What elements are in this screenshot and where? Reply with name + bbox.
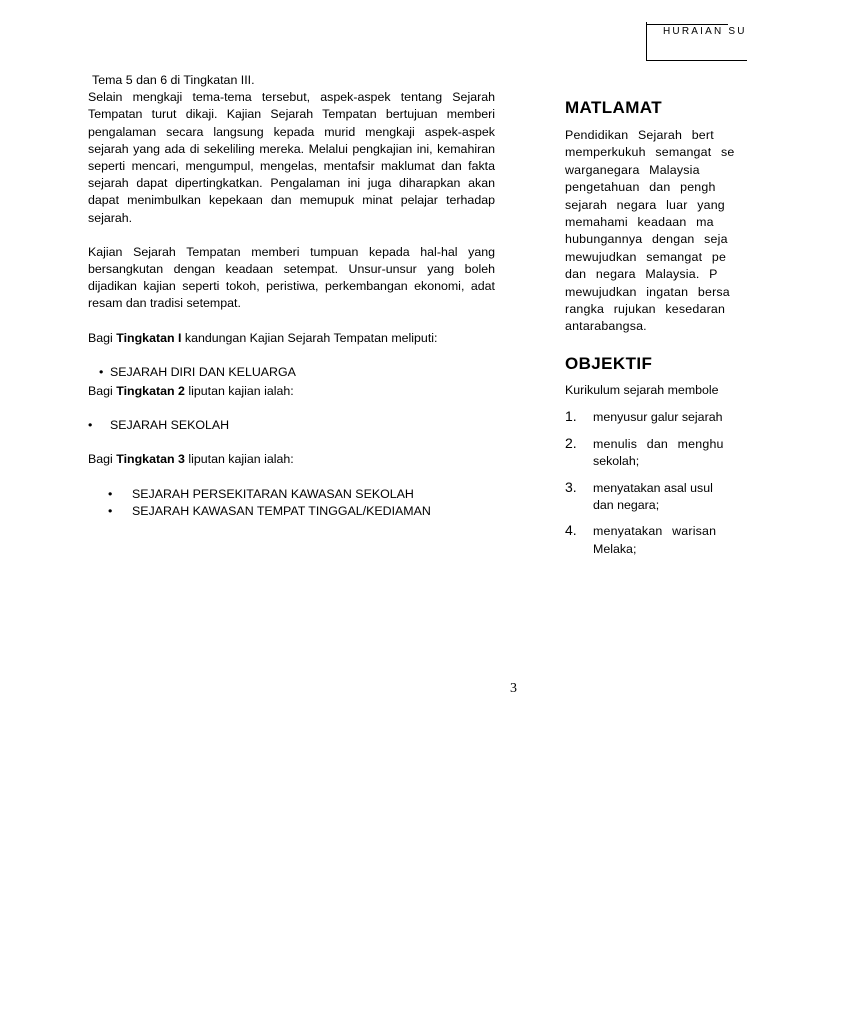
intro-line: Tempatan turut dikaji. Kajian Sejarah Tempatan bertujuan memberi <box>88 107 495 122</box>
tingkatan-2-heading <box>88 383 495 400</box>
heading-prefix: Bagi <box>88 452 117 467</box>
item-number: 2. <box>565 434 577 451</box>
header-title: HURAIAN SU <box>663 26 747 37</box>
heading-bold: Tingkatan 2 <box>116 384 185 399</box>
heading-suffix: liputan kajian ialah: <box>184 384 294 399</box>
bullet-item: • SEJARAH DIRI DAN KELUARGA <box>99 364 495 381</box>
item-line: menyusur galur sejarah <box>593 410 723 425</box>
matlamat-line: Pendidikan Sejarah bert <box>565 128 714 142</box>
tingkatan-3-heading <box>88 451 495 468</box>
objektif-heading: OBJEKTIF <box>565 353 653 373</box>
item-line: dan negara; <box>593 497 660 512</box>
header-rule <box>646 24 728 25</box>
item-line: menyatakan warisan <box>593 524 717 539</box>
heading-bold: Tingkatan 3 <box>116 452 185 467</box>
heading-bold: Tingkatan I <box>116 330 182 345</box>
left-column <box>88 72 495 520</box>
item-line: sekolah; <box>593 454 640 469</box>
matlamat-line: rangka rujukan kesedaran <box>565 302 726 317</box>
matlamat-line: sejarah negara luar yang <box>565 197 725 212</box>
matlamat-line: dan negara Malaysia. P <box>565 267 718 282</box>
heading-prefix: Bagi <box>88 330 117 345</box>
objektif-list <box>565 409 865 558</box>
heading-prefix: Bagi <box>88 384 117 399</box>
intro-line: minat pelajar terhadap sejarah. <box>88 193 495 225</box>
intro-line: maklumat dan fakta sejarah dapat dipertingkatkan. Pengalaman ini <box>88 159 495 191</box>
bullet-item: • SEJARAH PERSEKITARAN KAWASAN SEKOLAH <box>108 486 495 503</box>
item-line: menyatakan asal usul <box>593 480 713 495</box>
matlamat-line: antarabangsa. <box>565 319 647 334</box>
right-column <box>565 96 865 567</box>
intro-paragraph <box>88 72 495 227</box>
objektif-item <box>565 409 865 426</box>
heading-suffix: liputan kajian ialah: <box>184 452 294 467</box>
para-line: adat resam dan tradisi setempat. <box>88 279 495 311</box>
item-number: 1. <box>565 408 577 425</box>
objektif-item <box>565 480 865 515</box>
matlamat-heading: MATLAMAT <box>565 98 662 117</box>
item-line: menulis dan menghu <box>593 436 724 451</box>
matlamat-line: hubungannya dengan seja <box>565 232 728 247</box>
intro-line: pengalaman secara langsung kepada murid mengkaji aspek-aspek <box>88 124 495 139</box>
heading-suffix: kandungan Kajian Sejarah Tempatan meliputi: <box>181 330 438 345</box>
item-number: 4. <box>565 522 577 539</box>
matlamat-line: mewujudkan semangat pe <box>565 249 727 264</box>
matlamat-line: memahami keadaan ma <box>565 215 714 230</box>
para-line: bersangkutan dengan keadaan setempat. Unsur-unsur yang boleh <box>88 262 495 277</box>
intro-line: sejarah yang ada di sekeliling mereka. Melalui pengkajian ini, <box>88 141 433 156</box>
item-line: Melaka; <box>593 541 637 556</box>
para-line: dijadikan kajian seperti tokoh, peristiwa, perkembangan ekonomi, <box>88 279 465 294</box>
objektif-item <box>565 436 865 471</box>
matlamat-line: warganegara Malaysia <box>565 162 700 177</box>
matlamat-line: pengetahuan dan pengh <box>565 180 716 195</box>
local-history-paragraph <box>88 244 495 313</box>
intro-line: juga diharapkan akan dapat menimbulkan kepekaan dan memupuk <box>88 176 495 208</box>
matlamat-line: memperkukuh semangat se <box>565 145 735 160</box>
bullet-item: • SEJARAH SEKOLAH <box>88 417 495 434</box>
intro-line: Tema 5 dan 6 di Tingkatan III. <box>92 73 255 87</box>
objektif-intro: Kurikulum sejarah membole <box>565 382 719 397</box>
tingkatan-1-heading <box>88 330 495 347</box>
intro-line: kemahiran seperti mencari, mengumpul, mengelas, mentafsir <box>88 141 495 174</box>
matlamat-text <box>565 127 865 336</box>
intro-line: Selain mengkaji tema-tema tersebut, aspek-aspek tentang Sejarah <box>88 90 495 105</box>
item-number: 3. <box>565 478 577 495</box>
page-number: 3 <box>510 681 517 696</box>
para-line: Kajian Sejarah Tempatan memberi tumpuan kepada hal-hal yang <box>88 244 495 259</box>
bullet-item: • SEJARAH KAWASAN TEMPAT TINGGAL/KEDIAMAN <box>108 503 495 520</box>
objektif-item <box>565 523 865 558</box>
matlamat-line: mewujudkan ingatan bersa <box>565 284 730 299</box>
